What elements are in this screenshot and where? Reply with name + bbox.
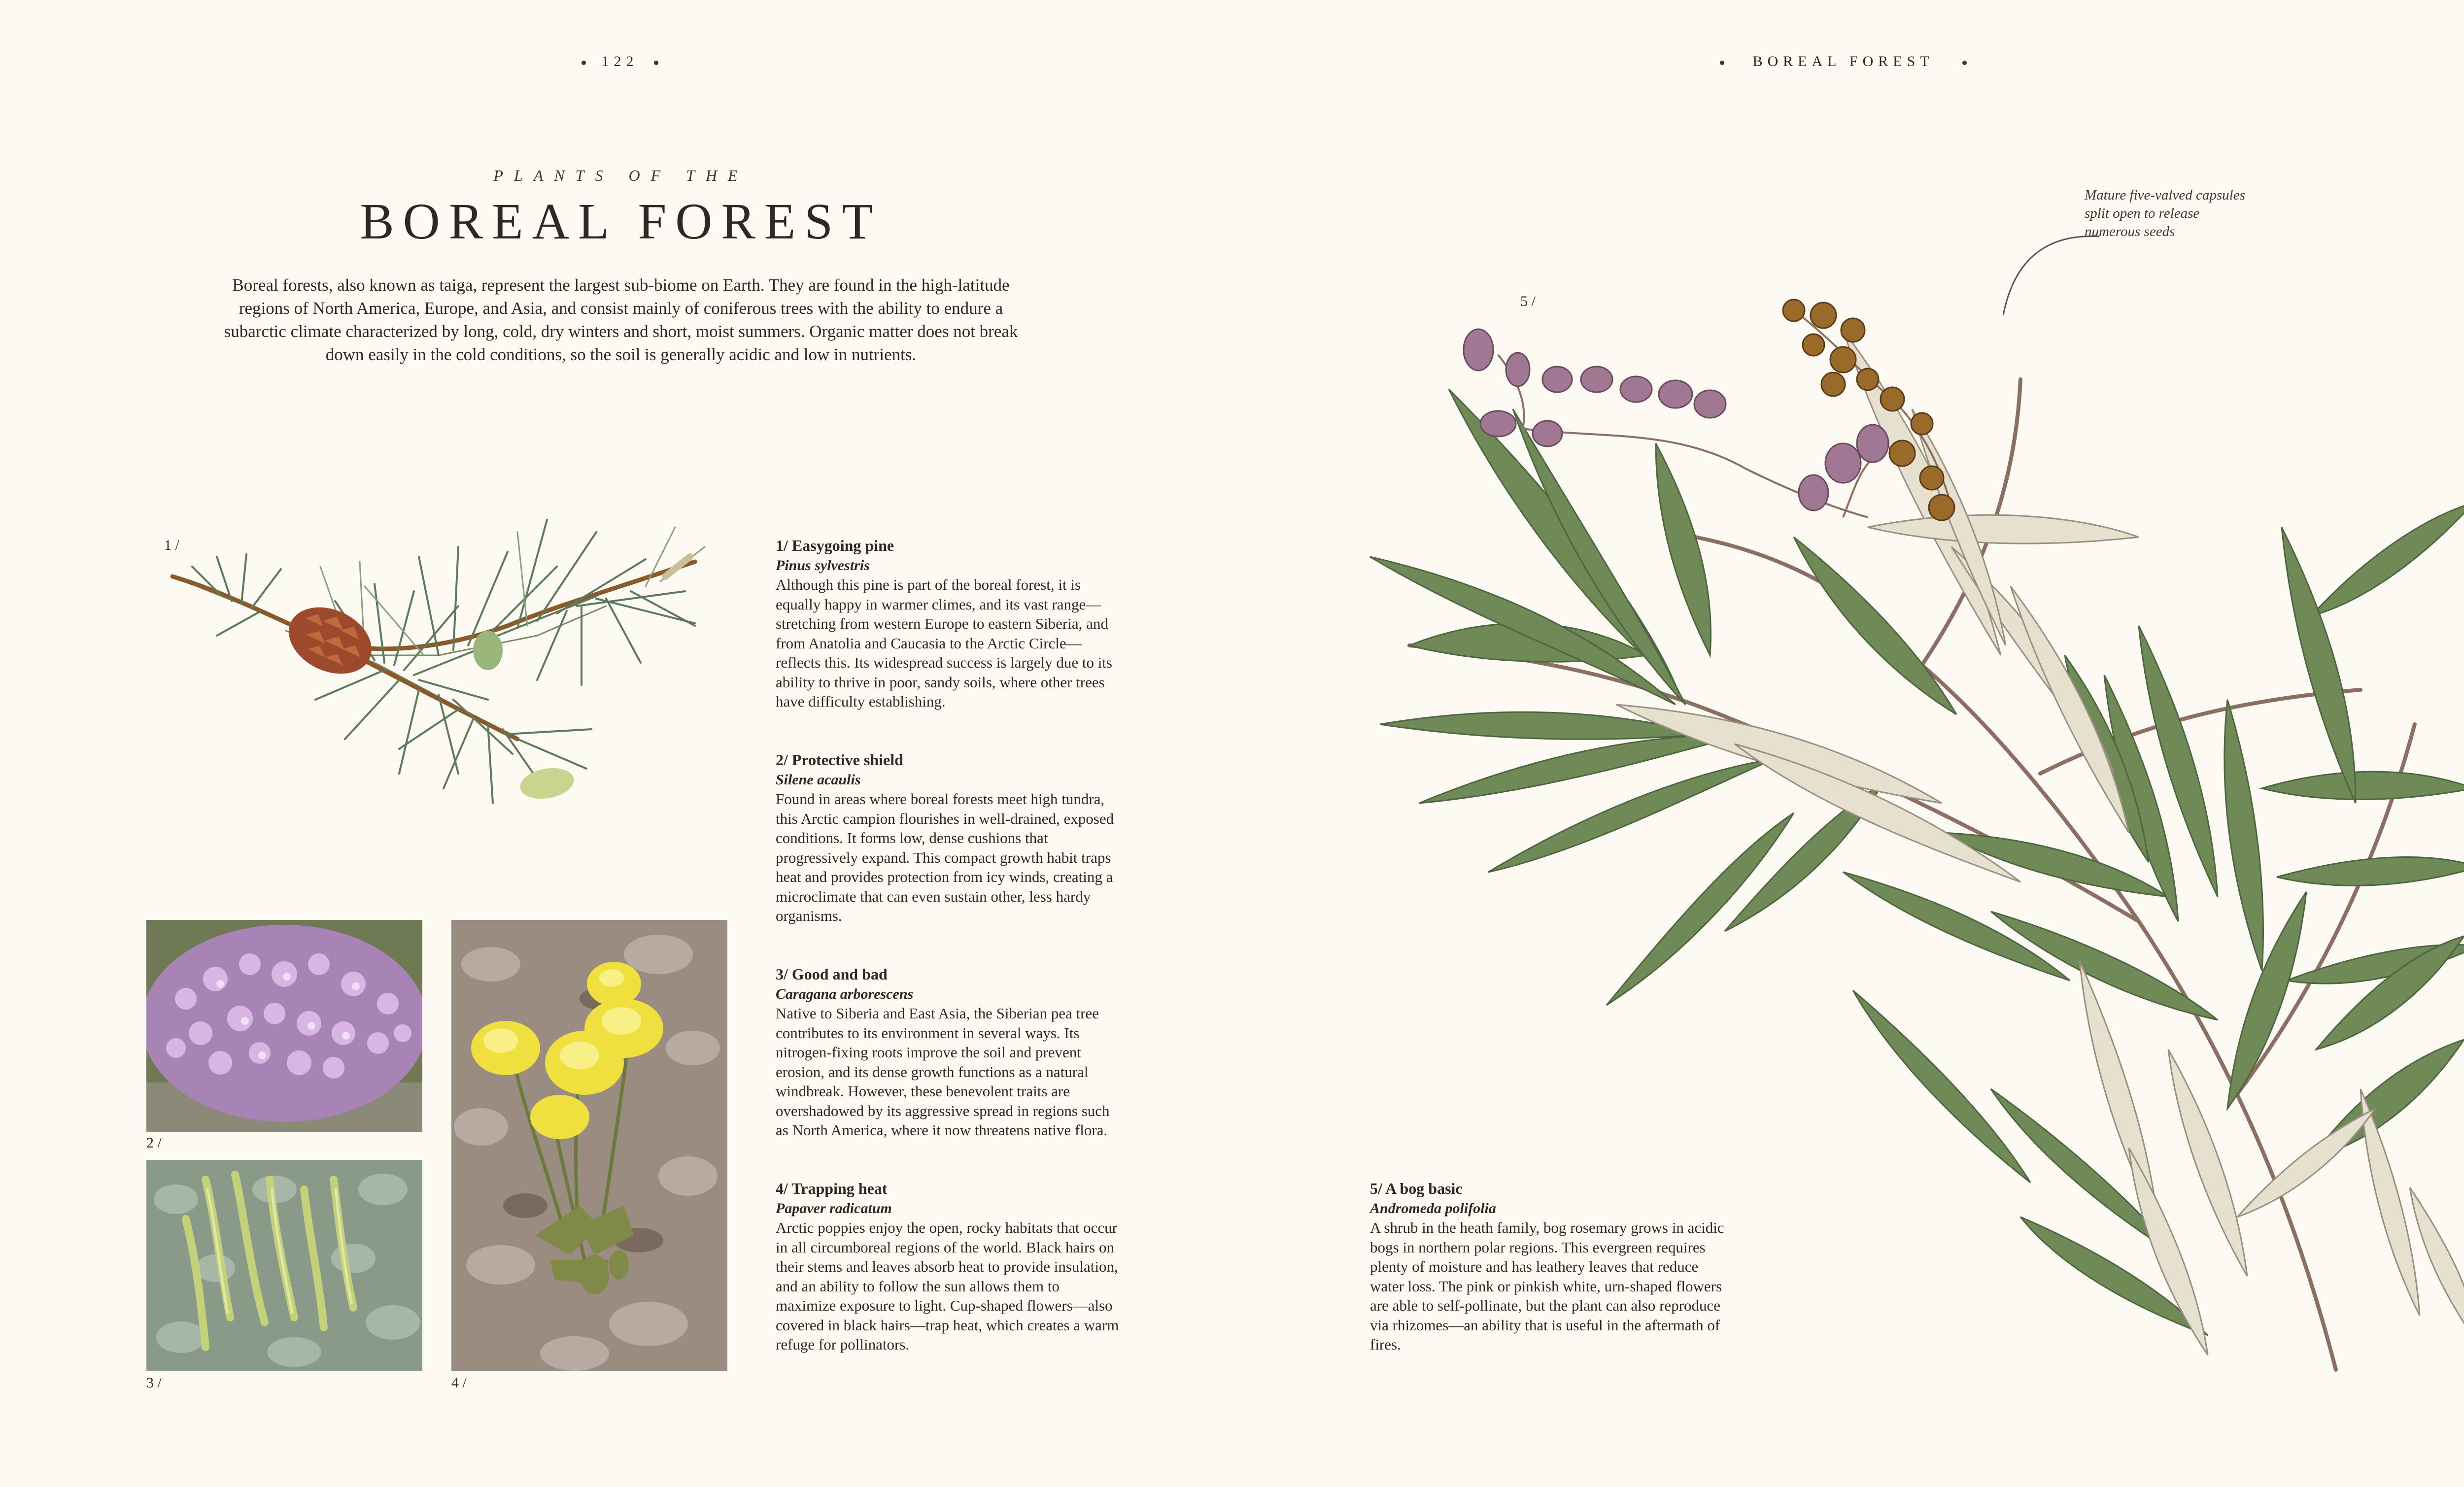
figure-label-3: 3 / xyxy=(146,1375,162,1391)
caragana-photo-graphic xyxy=(146,1160,422,1371)
bullet-dot-icon xyxy=(1962,61,1967,65)
entry-heading: 3/ Good and bad xyxy=(776,965,888,983)
left-running-head xyxy=(582,53,658,70)
figure-label-4: 4 / xyxy=(451,1375,467,1391)
entry-latin-name: Papaver radicatum xyxy=(776,1200,892,1217)
bullet-dot-icon xyxy=(1720,61,1724,65)
section-kicker: PLANTS OF THE xyxy=(493,167,749,184)
pine-branch-illustration xyxy=(163,493,715,867)
intro-paragraph: Boreal forests, also known as taiga, represent the largest sub-biome on Earth. They are found in the high-latitude regions of North America, Europe, and Asia, and consist mainly of coniferous trees with the ability to endure a subarctic climate characterized by long, cold, dry winters and short, moist summers. Organic matter does not break down easily in the cold conditions, so the soil is generally acidic and low in nutrients. xyxy=(224,275,1018,364)
entry-body: Arctic poppies enjoy the open, rocky habitats that occur in all circumboreal regions of the world. Black hairs on their stems and leaves absorb heat to provide insulation, and an ability to follow the sun allows them to maximize exposure to light. Cup-shaped flowers—also covered in black hairs—trap heat, which creates a warm refuge for pollinators. xyxy=(776,1219,1119,1353)
entry-easygoing-pine xyxy=(776,536,1121,711)
figure-label-5: 5 / xyxy=(1520,293,1536,309)
entry-body: Native to Siberia and East Asia, the Siberian pea tree contributes to its environment in several ways. Its nitrogen-fixing roots improve the soil and prevent erosion, and its dense growth functions as a natural windbreak. However, these benevolent traits are overshadowed by its aggressive spread in regions such as North America, where it now threatens native flora. xyxy=(776,1005,1110,1139)
right-running-head xyxy=(1720,53,1967,70)
photo-papaver-radicatum xyxy=(451,920,727,1371)
entry-body: A shrub in the heath family, bog rosemary grows in acidic bogs in northern polar regions. This evergreen requires plenty of moisture and has leathery leaves that reduce water loss. The pink or pinkish white, urn-shaped flowers are able to self-pollinate, but the plant can also reproduce via rhizomes—an ability that is useful in the aftermath of fires. xyxy=(1370,1219,1724,1353)
entry-trapping-heat xyxy=(776,1179,1121,1354)
bullet-dot-icon xyxy=(582,61,586,65)
figure-label-1: 1 / xyxy=(164,537,179,553)
entry-heading: 4/ Trapping heat xyxy=(776,1180,888,1197)
entry-latin-name: Caragana arborescens xyxy=(776,985,914,1002)
page-title: BOREAL FOREST xyxy=(360,193,882,250)
entry-latin-name: Andromeda polifolia xyxy=(1370,1200,1496,1217)
photo-caragana-arborescens xyxy=(146,1160,422,1371)
photo-silene-acaulis xyxy=(146,920,422,1132)
entry-heading: 1/ Easygoing pine xyxy=(776,537,894,554)
entry-body: Found in areas where boreal forests meet high tundra, this Arctic campion flourishes in well-drained, exposed conditions. It forms low, dense cushions that progressively expand. This compact growth habit traps heat and provides protection from icy winds, creating a microclimate that can even sustain other, less hardy organisms. xyxy=(776,790,1114,924)
entry-latin-name: Silene acaulis xyxy=(776,771,861,788)
capsule-callout: Mature five-valved capsules split open to release numerous seeds xyxy=(2085,187,2245,239)
campion-photo-graphic xyxy=(146,920,422,1132)
entry-heading: 5/ A bog basic xyxy=(1370,1180,1463,1197)
entry-good-and-bad xyxy=(776,965,1121,1140)
figure-label-2: 2 / xyxy=(146,1135,162,1151)
bullet-dot-icon xyxy=(654,61,658,65)
entry-a-bog-basic xyxy=(1370,1179,1725,1354)
entry-body: Although this pine is part of the boreal forest, it is equally happy in warmer climes, and its vast range—stretching from western Europe to eastern Siberia, and from Anatolia and Caucasia to the Arctic Circle—reflects this. Its widespread success is largely due to its ability to thrive in poor, sandy soils, where other trees have difficulty establishing. xyxy=(776,576,1112,710)
running-head-title: BOREAL FOREST xyxy=(1752,53,1934,69)
entry-latin-name: Pinus sylvestris xyxy=(776,557,870,574)
entry-heading: 2/ Protective shield xyxy=(776,751,903,769)
poppy-photo-graphic xyxy=(451,920,727,1371)
entry-protective-shield xyxy=(776,750,1121,926)
page-number: 122 xyxy=(601,53,639,69)
